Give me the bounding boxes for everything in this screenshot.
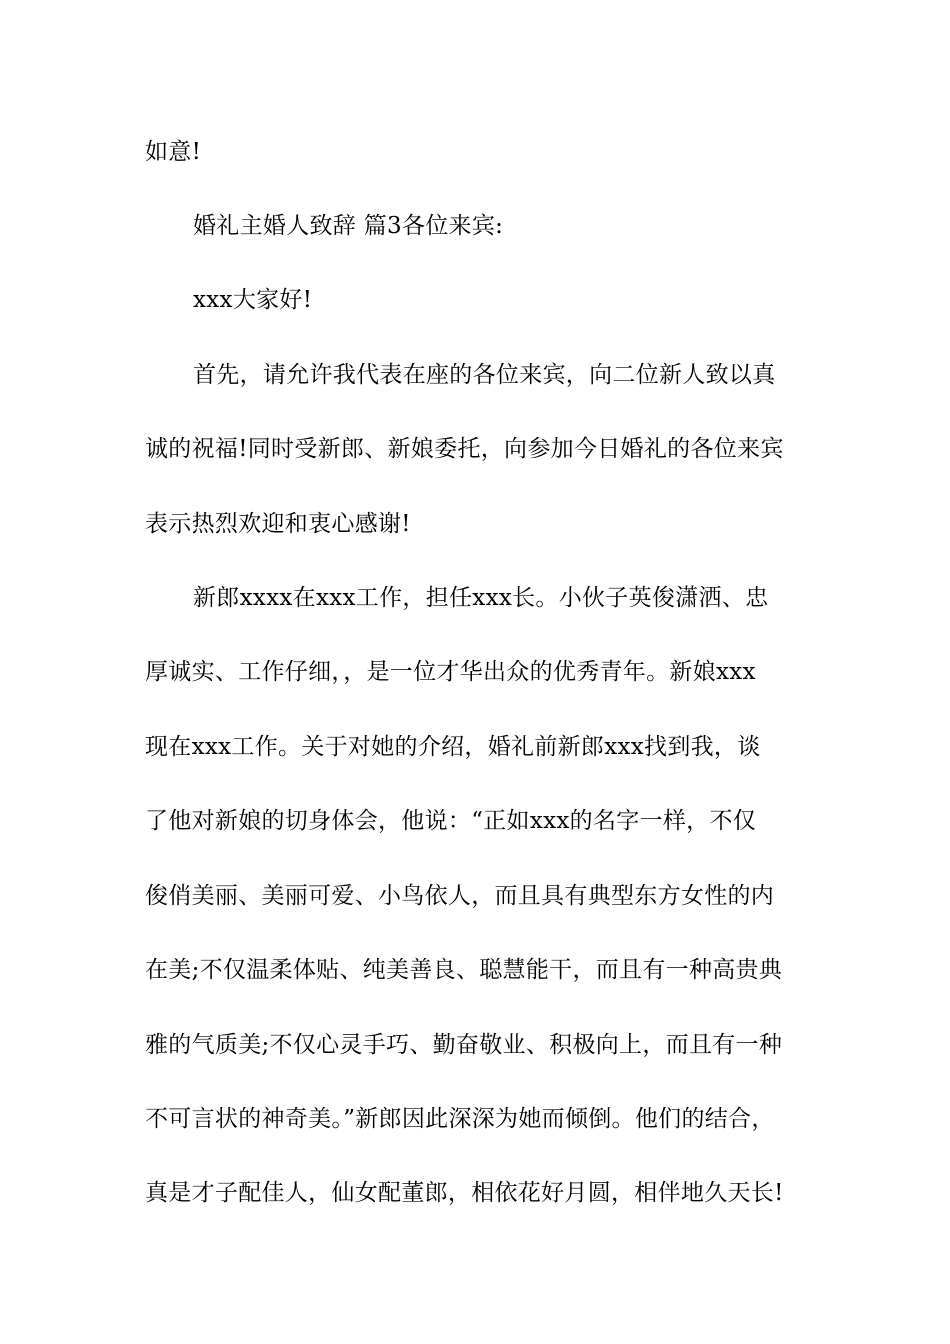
paragraph-line: 真是才子配佳人，仙女配董郎，相依花好月圆，相伴地久天长! [145,1180,784,1206]
paragraph-line: 在美;不仅温柔体贴、纯美善良、聪慧能干，而且有一种高贵典 [145,957,783,983]
paragraph-line: 现在xxx工作。关于对她的介绍，婚礼前新郎xxx找到我，谈 [145,734,761,760]
paragraph-line: 新郎xxxx在xxx工作，担任xxx长。小伙子英俊潇洒、忠 [193,585,769,611]
paragraph-line: 首先，请允许我代表在座的各位来宾，向二位新人致以真 [193,362,776,388]
paragraph-line: 厚诚实、工作仔细，，是一位才华出众的优秀青年。新娘xxx [145,659,756,685]
paragraph-line: 俊俏美丽、美丽可爱、小鸟依人，而且具有典型东方女性的内 [145,883,775,909]
section-heading: 婚礼主婚人致辞 篇3各位来宾: [193,213,504,239]
paragraph-line: 表示热烈欢迎和衷心感谢! [145,511,411,537]
paragraph-line-closing: 如意! [145,139,202,165]
paragraph-line: 了他对新娘的切身体会，他说：“正如xxx的名字一样，不仅 [145,808,757,834]
paragraph-line: 诚的祝福!同时受新郎、新娘委托，向参加今日婚礼的各位来宾 [145,436,784,462]
greeting-line: xxx大家好! [193,287,313,313]
paragraph-line: 不可言状的神奇美。”新郎因此深深为她而倾倒。他们的结合， [145,1106,775,1132]
paragraph-line: 雅的气质美;不仅心灵手巧、勤奋敬业、积极向上，而且有一种 [145,1032,783,1058]
